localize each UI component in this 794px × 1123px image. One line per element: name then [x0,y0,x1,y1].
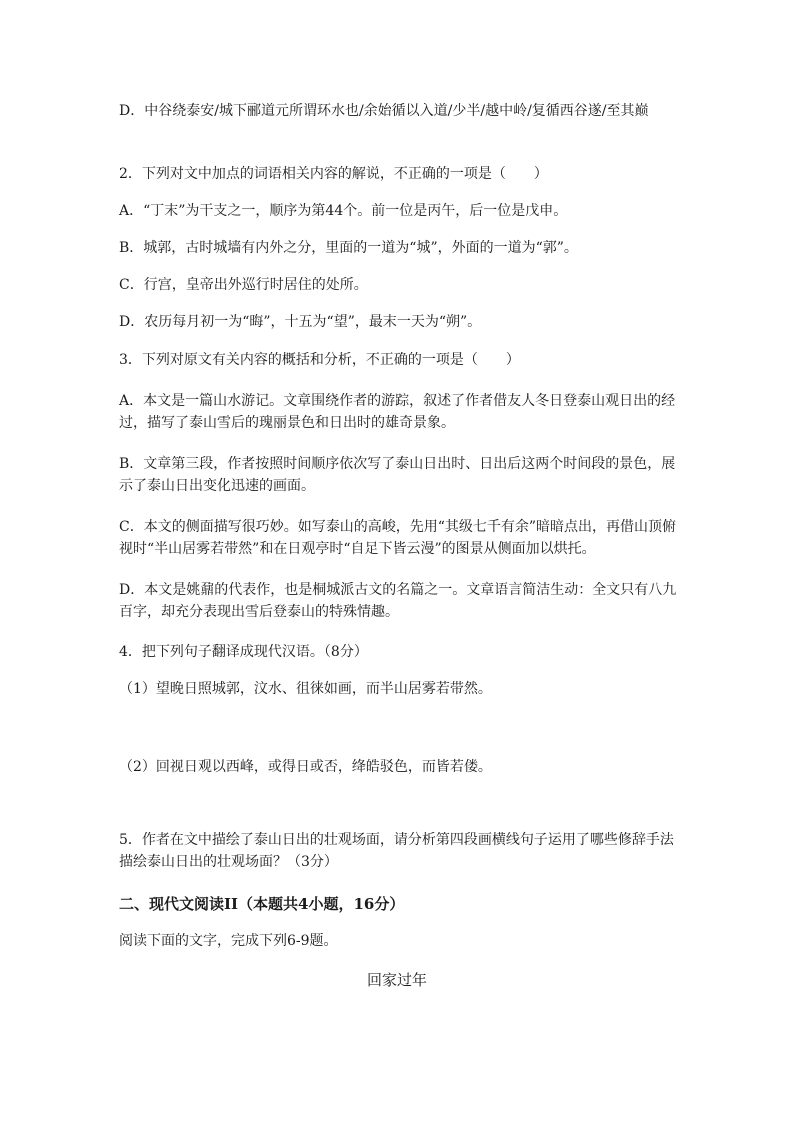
q2-option-a: A．“丁末”为干支之一，顺序为第44个。前一位是丙午，后一位是戊申。 [119,203,568,219]
section-heading: 二、现代文阅读II（本题共4小题，16分） [119,895,405,913]
q2-option-c: C．行宫，皇帝出外巡行时居住的处所。 [119,277,368,293]
q3-stem: 3．下列对原文有关内容的概括和分析，不正确的一项是（ ） [119,352,520,368]
passage-title: 回家过年 [366,971,427,989]
q2-option-d: D．农历每月初一为“晦”，十五为“望”，最末一天为“朔”。 [119,314,482,330]
section-instruction: 阅读下面的文字，完成下列6-9题。 [119,933,338,949]
q3-option-d: D．本文是姚鼐的代表作，也是桐城派古文的名篇之一。文章语言简洁生动：全文只有八九百字，却充分表现出雪后登泰山的特殊情趣。 [119,582,677,620]
q3-option-a: A．本文是一篇山水游记。文章围绕作者的游踪，叙述了作者借友人冬日登泰山观日出的经过，描写了泰山雪后的瑰丽景色和日出时的雄奇景象。 [119,393,676,431]
q4-sentence-2: （2）回视日观以西峰，或得日或否，绛皓驳色，而皆若偻。 [119,759,492,775]
q3-option-c: C．本文的侧面描写很巧妙。如写泰山的高峻，先用“其级七千有余”暗暗点出，再借山顶俯视时“半山居雾若带然”和在日观亭时“自足下皆云漫”的图景从侧面加以烘托。 [119,519,677,557]
q3-option-b: B．文章第三段，作者按照时间顺序依次写了泰山日出时、日出后这两个时间段的景色，展示了泰山日出变化迅速的画面。 [119,456,676,494]
q5-stem: 5．作者在文中描绘了泰山日出的壮观场面，请分析第四段画横线句子运用了哪些修辞手法描绘泰山日出的壮观场面？（3分） [119,832,674,870]
q2-option-b: B．城郭，古时城墙有内外之分，里面的一道为“城”，外面的一道为“郭”。 [119,240,578,256]
q1-option-d: D．中谷绕泰安/城下郦道元所谓环水也/余始循以入道/少半/越中岭/复循西谷遂/至其巅 [119,103,649,119]
q4-stem: 4．把下列句子翻译成现代汉语。（8分） [119,644,368,660]
q2-stem: 2．下列对文中加点的词语相关内容的解说，不正确的一项是（ ） [119,166,548,182]
q4-sentence-1: （1）望晚日照城郭，汶水、徂徕如画，而半山居雾若带然。 [119,681,492,697]
